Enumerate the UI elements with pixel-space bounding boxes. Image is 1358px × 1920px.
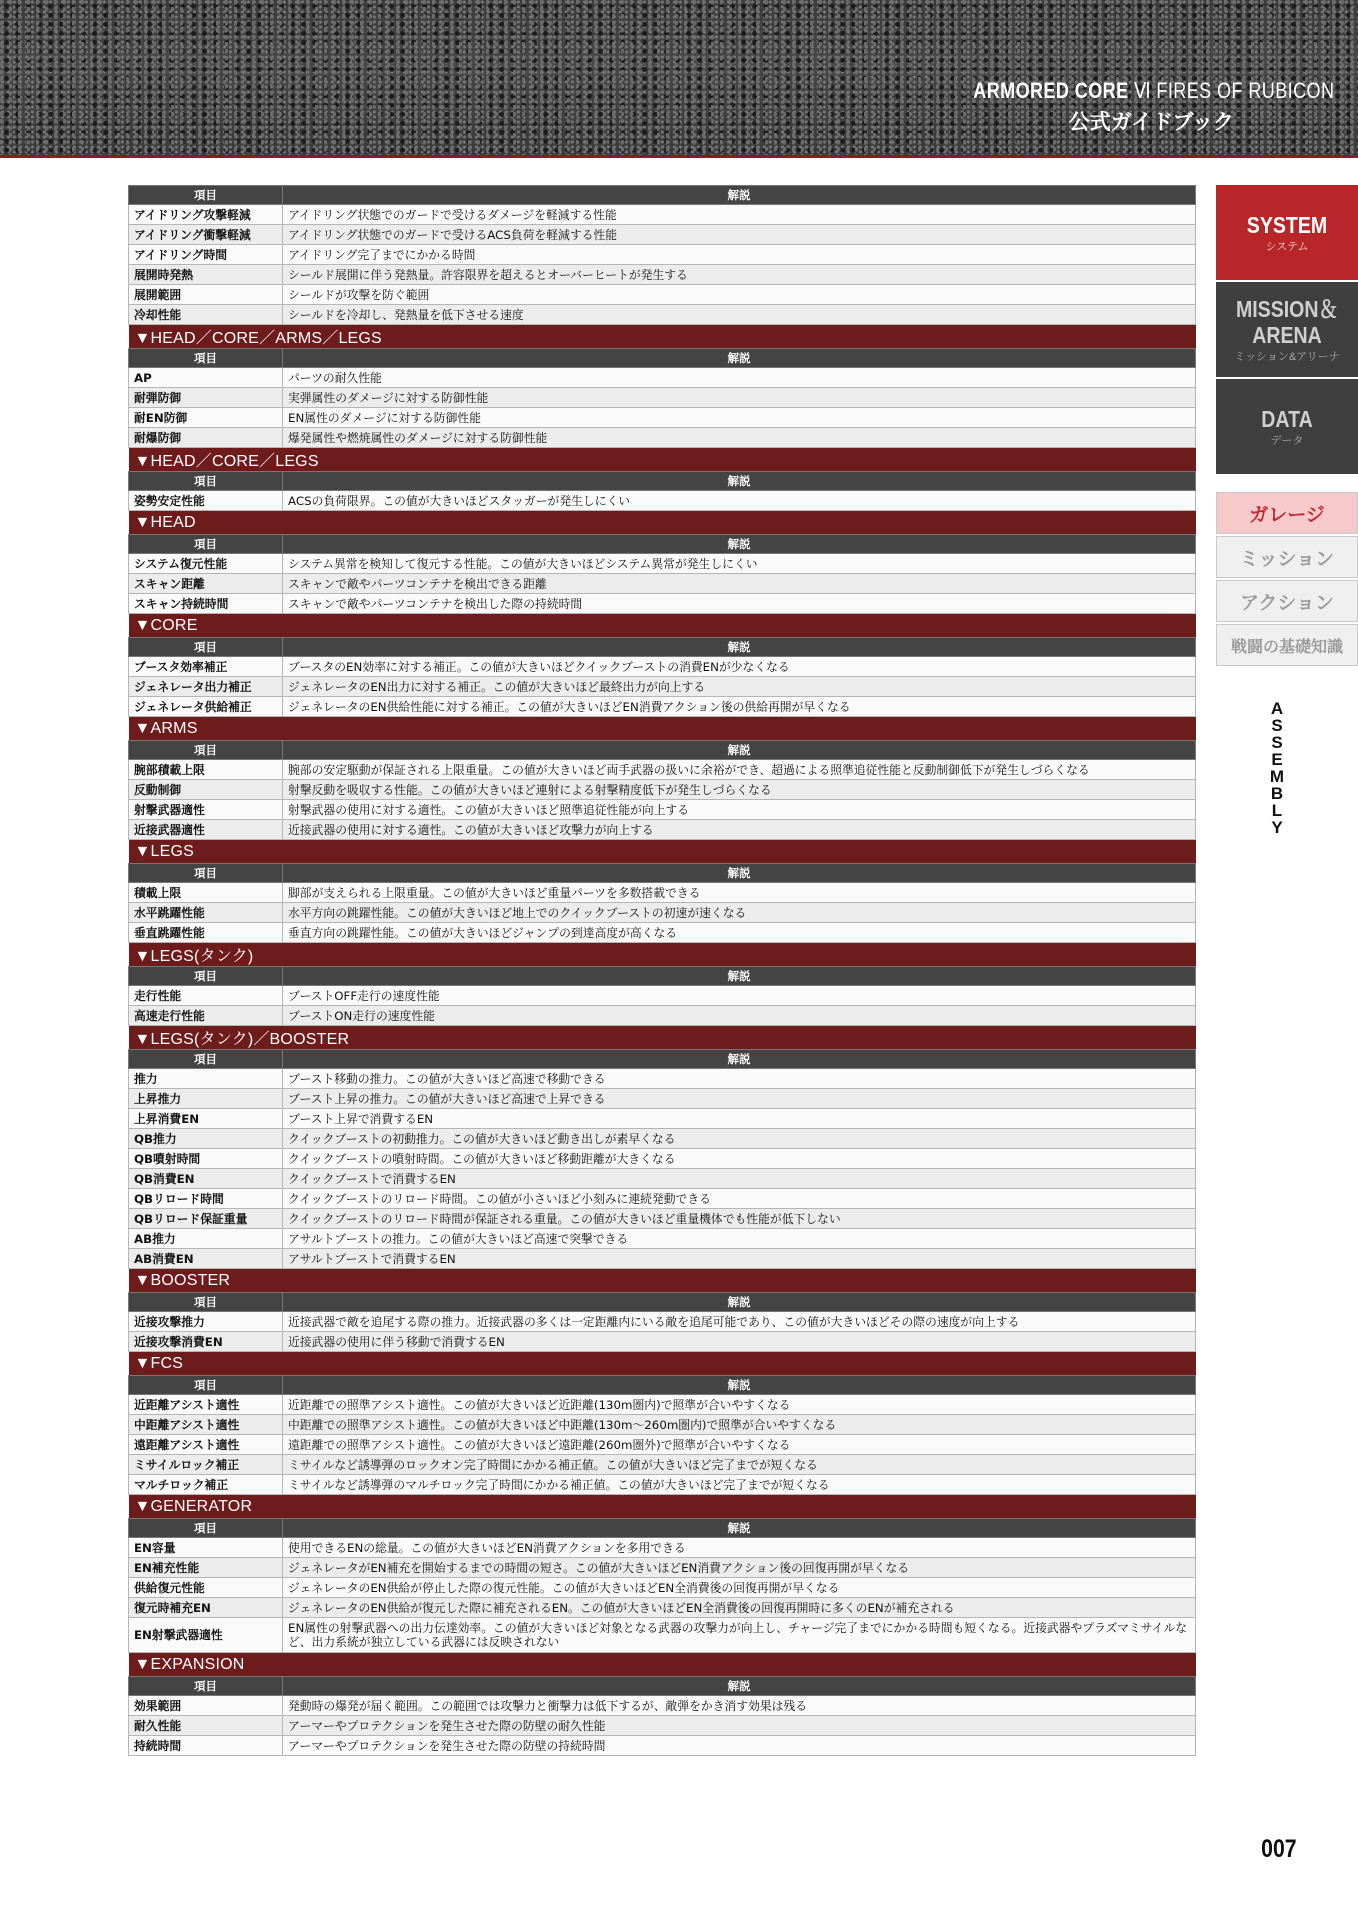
item-description: ジェネレータのEN供給が停止した際の復元性能。この値が大きいほどEN全消費後の回復再開が早くなる	[283, 1578, 1196, 1598]
column-header-item: 項目	[129, 1293, 283, 1312]
item-description: 腕部の安定駆動が保証される上限重量。この値が大きいほど両手武器の扱いに余裕ができ、超過による照準追従性能と反動制御低下が発生しづらくなる	[283, 760, 1196, 780]
item-name: 持続時間	[129, 1736, 283, 1756]
section-title: ▼ARMS	[129, 717, 1196, 741]
table-row	[129, 1618, 1196, 1653]
table-row	[129, 1312, 1196, 1332]
header-banner	[0, 0, 1358, 158]
item-name: ジェネレータ供給補正	[129, 697, 283, 717]
item-name: AB消費EN	[129, 1249, 283, 1269]
table-row	[129, 780, 1196, 800]
item-name: 近接攻撃消費EN	[129, 1332, 283, 1352]
column-header-description: 解説	[283, 1376, 1196, 1395]
column-header-row	[129, 1050, 1196, 1069]
vertical-letter: S	[1271, 733, 1283, 752]
column-header-item: 項目	[129, 1376, 283, 1395]
nav-data[interactable]	[1216, 379, 1358, 474]
parameter-table	[128, 185, 1196, 1756]
item-name: 近接攻撃推力	[129, 1312, 283, 1332]
column-header-item: 項目	[129, 638, 283, 657]
table-row	[129, 1332, 1196, 1352]
column-header-item: 項目	[129, 186, 283, 205]
column-header-row	[129, 186, 1196, 205]
item-name: 垂直跳躍性能	[129, 923, 283, 943]
item-description: ジェネレータがEN補充を開始するまでの時間の短さ。この値が大きいほどEN消費アクション後の回復再開が早くなる	[283, 1558, 1196, 1578]
table-row	[129, 594, 1196, 614]
column-header-item: 項目	[129, 1050, 283, 1069]
section-title: ▼EXPANSION	[129, 1653, 1196, 1677]
item-name: AP	[129, 368, 283, 388]
section-title: ▼LEGS	[129, 840, 1196, 864]
table-row	[129, 1169, 1196, 1189]
item-name: 近距離アシスト適性	[129, 1395, 283, 1415]
table-row	[129, 1558, 1196, 1578]
item-description: 射撃武器の使用に対する適性。この値が大きいほど照準追従性能が向上する	[283, 800, 1196, 820]
item-name: 復元時補充EN	[129, 1598, 283, 1618]
nav-data-sub: データ	[1270, 434, 1304, 447]
item-name: ブースタ効率補正	[129, 657, 283, 677]
section-header	[129, 614, 1196, 638]
item-description: パーツの耐久性能	[283, 368, 1196, 388]
item-description: クイックブーストのリロード時間。この値が小さいほど小刻みに連続発動できる	[283, 1189, 1196, 1209]
table-row	[129, 245, 1196, 265]
section-title: ▼HEAD／CORE／LEGS	[129, 448, 1196, 472]
section-header	[129, 448, 1196, 472]
item-name: 供給復元性能	[129, 1578, 283, 1598]
item-description: ブーストON走行の速度性能	[283, 1006, 1196, 1026]
vertical-letter: S	[1271, 716, 1283, 735]
nav-system-sub: システム	[1265, 240, 1309, 253]
item-name: 射撃武器適性	[129, 800, 283, 820]
column-header-description: 解説	[283, 349, 1196, 368]
item-name: 遠距離アシスト適性	[129, 1435, 283, 1455]
item-description: ブースト上昇の推力。この値が大きいほど高速で上昇できる	[283, 1089, 1196, 1109]
item-description: ミサイルなど誘導弾のロックオン完了時間にかかる補正値。この値が大きいほど完了までが短くなる	[283, 1455, 1196, 1475]
table-row	[129, 285, 1196, 305]
table-row	[129, 491, 1196, 511]
column-header-description: 解説	[283, 186, 1196, 205]
item-description: クイックブーストのリロード時間が保証される重量。この値が大きいほど重量機体でも性能が低下しない	[283, 1209, 1196, 1229]
item-description: アイドリング完了までにかかる時間	[283, 245, 1196, 265]
item-name: スキャン距離	[129, 574, 283, 594]
section-title: ▼FCS	[129, 1352, 1196, 1376]
column-header-description: 解説	[283, 741, 1196, 760]
item-description: スキャンで敵やパーツコンテナを検出できる距離	[283, 574, 1196, 594]
vertical-letter: Y	[1271, 818, 1283, 837]
table-row	[129, 554, 1196, 574]
section-title: ▼HEAD	[129, 511, 1196, 535]
section-header	[129, 717, 1196, 741]
item-name: アイドリング衝撃軽減	[129, 225, 283, 245]
item-name: 効果範囲	[129, 1696, 283, 1716]
section-title: ▼GENERATOR	[129, 1495, 1196, 1519]
section-header	[129, 511, 1196, 535]
table-row	[129, 800, 1196, 820]
item-description: クイックブーストの初動推力。この値が大きいほど動き出しが素早くなる	[283, 1129, 1196, 1149]
item-description: アイドリング状態でのガードで受けるダメージを軽減する性能	[283, 205, 1196, 225]
table-row	[129, 1578, 1196, 1598]
table-row	[129, 1209, 1196, 1229]
item-description: 近接武器の使用に対する適性。この値が大きいほど攻撃力が向上する	[283, 820, 1196, 840]
item-name: QBリロード時間	[129, 1189, 283, 1209]
item-description: システム異常を検知して復元する性能。この値が大きいほどシステム異常が発生しにくい	[283, 554, 1196, 574]
item-description: ジェネレータのEN出力に対する補正。この値が大きいほど最終出力が向上する	[283, 677, 1196, 697]
item-name: ジェネレータ出力補正	[129, 677, 283, 697]
item-description: ブースト移動の推力。この値が大きいほど高速で移動できる	[283, 1069, 1196, 1089]
item-description: 垂直方向の跳躍性能。この値が大きいほどジャンプの到達高度が高くなる	[283, 923, 1196, 943]
vertical-letter: A	[1270, 699, 1284, 718]
item-description: シールド展開に伴う発熱量。許容限界を超えるとオーバーヒートが発生する	[283, 265, 1196, 285]
table-row	[129, 1455, 1196, 1475]
item-name: 高速走行性能	[129, 1006, 283, 1026]
nav-mission-label: MISSION＆	[1235, 295, 1339, 322]
sub-navigation	[1216, 492, 1358, 666]
column-header-row	[129, 472, 1196, 491]
vertical-letter: M	[1269, 767, 1285, 786]
section-title: ▼LEGS(タンク)	[129, 943, 1196, 967]
item-description: 近接武器で敵を追尾する際の推力。近接武器の多くは一定距離内にいる敵を追尾可能であり、この値が大きいほどその際の速度が向上する	[283, 1312, 1196, 1332]
column-header-description: 解説	[283, 967, 1196, 986]
item-description: ジェネレータのEN供給が復元した際に補充されるEN。この値が大きいほどEN全消費後の回復再開時に多くのENが補充される	[283, 1598, 1196, 1618]
column-header-item: 項目	[129, 472, 283, 491]
nav-system[interactable]	[1216, 185, 1358, 280]
item-description: ACSの負荷限界。この値が大きいほどスタッガーが発生しにくい	[283, 491, 1196, 511]
column-header-row	[129, 1519, 1196, 1538]
item-name: 展開時発熱	[129, 265, 283, 285]
item-description: アサルトブーストで消費するEN	[283, 1249, 1196, 1269]
table-row	[129, 986, 1196, 1006]
table-row	[129, 1129, 1196, 1149]
item-description: 射撃反動を吸収する性能。この値が大きいほど連射による射撃精度低下が発生しづらくなる	[283, 780, 1196, 800]
item-name: 耐爆防御	[129, 428, 283, 448]
column-header-row	[129, 741, 1196, 760]
parameter-table-area	[128, 185, 1196, 1756]
item-name: 腕部積載上限	[129, 760, 283, 780]
item-name: QB噴射時間	[129, 1149, 283, 1169]
subnav-action[interactable]: アクション	[1216, 580, 1358, 622]
item-name: QB消費EN	[129, 1169, 283, 1189]
column-header-description: 解説	[283, 638, 1196, 657]
item-name: 中距離アシスト適性	[129, 1415, 283, 1435]
item-description: ブーストOFF走行の速度性能	[283, 986, 1196, 1006]
table-row	[129, 1696, 1196, 1716]
item-name: マルチロック補正	[129, 1475, 283, 1495]
item-description: 実弾属性のダメージに対する防御性能	[283, 388, 1196, 408]
item-name: AB推力	[129, 1229, 283, 1249]
item-description: 脚部が支えられる上限重量。この値が大きいほど重量パーツを多数搭載できる	[283, 883, 1196, 903]
item-description: アイドリング状態でのガードで受けるACS負荷を軽減する性能	[283, 225, 1196, 245]
column-header-description: 解説	[283, 864, 1196, 883]
column-header-item: 項目	[129, 1677, 283, 1696]
item-name: 耐EN防御	[129, 408, 283, 428]
item-description: 近距離での照準アシスト適性。この値が大きいほど近距離(130m圏内)で照準が合いやすくなる	[283, 1395, 1196, 1415]
item-description: 水平方向の跳躍性能。この値が大きいほど地上でのクイックブーストの初速が速くなる	[283, 903, 1196, 923]
column-header-item: 項目	[129, 1519, 283, 1538]
item-name: 上昇推力	[129, 1089, 283, 1109]
page-number: 007	[1261, 1835, 1297, 1863]
table-row	[129, 820, 1196, 840]
item-description: EN属性の射撃武器への出力伝達効率。この値が大きいほど対象となる武器の攻撃力が向上し、チャージ完了までにかかる時間も短くなる。近接武器やプラズマミサイルなど、出力系統が独立している武器には反映されない	[283, 1618, 1196, 1653]
table-row	[129, 1415, 1196, 1435]
column-header-row	[129, 349, 1196, 368]
section-title: ▼LEGS(タンク)／BOOSTER	[129, 1026, 1196, 1050]
column-header-description: 解説	[283, 1677, 1196, 1696]
side-navigation	[1216, 185, 1358, 668]
table-row	[129, 1089, 1196, 1109]
section-header	[129, 943, 1196, 967]
section-header	[129, 1026, 1196, 1050]
item-name: 反動制御	[129, 780, 283, 800]
table-row	[129, 1006, 1196, 1026]
column-header-row	[129, 535, 1196, 554]
item-description: ブースタのEN効率に対する補正。この値が大きいほどクイックブーストの消費ENが少なくなる	[283, 657, 1196, 677]
table-row	[129, 305, 1196, 325]
section-title: ▼HEAD／CORE／ARMS／LEGS	[129, 325, 1196, 349]
table-row	[129, 1229, 1196, 1249]
item-description: 発動時の爆発が届く範囲。この範囲では攻撃力と衝撃力は低下するが、敵弾をかき消す効果は残る	[283, 1696, 1196, 1716]
table-row	[129, 1598, 1196, 1618]
table-row	[129, 1716, 1196, 1736]
item-name: ミサイルロック補正	[129, 1455, 283, 1475]
item-description: 近接武器の使用に伴う移動で消費するEN	[283, 1332, 1196, 1352]
item-description: スキャンで敵やパーツコンテナを検出した際の持続時間	[283, 594, 1196, 614]
table-row	[129, 1395, 1196, 1415]
column-header-description: 解説	[283, 535, 1196, 554]
section-header	[129, 1653, 1196, 1677]
section-header	[129, 1269, 1196, 1293]
column-header-row	[129, 1677, 1196, 1696]
table-row	[129, 657, 1196, 677]
item-name: 上昇消費EN	[129, 1109, 283, 1129]
item-name: QB推力	[129, 1129, 283, 1149]
item-description: アーマーやプロテクションを発生させた際の防壁の持続時間	[283, 1736, 1196, 1756]
item-description: シールドを冷却し、発熱量を低下させる速度	[283, 305, 1196, 325]
item-name: アイドリング攻撃軽減	[129, 205, 283, 225]
table-row	[129, 1435, 1196, 1455]
column-header-row	[129, 1376, 1196, 1395]
column-header-row	[129, 638, 1196, 657]
item-description: ブースト上昇で消費するEN	[283, 1109, 1196, 1129]
section-title: ▼BOOSTER	[129, 1269, 1196, 1293]
brand-logo	[894, 78, 1334, 136]
item-name: 耐弾防御	[129, 388, 283, 408]
column-header-description: 解説	[283, 1519, 1196, 1538]
item-name: システム復元性能	[129, 554, 283, 574]
nav-data-label: DATA	[1261, 405, 1313, 432]
item-description: 中距離での照準アシスト適性。この値が大きいほど中距離(130m～260m圏内)で照準が合いやすくなる	[283, 1415, 1196, 1435]
column-header-item: 項目	[129, 349, 283, 368]
table-row	[129, 1538, 1196, 1558]
table-row	[129, 903, 1196, 923]
table-row	[129, 368, 1196, 388]
table-row	[129, 388, 1196, 408]
item-name: 耐久性能	[129, 1716, 283, 1736]
table-row	[129, 428, 1196, 448]
item-name: EN射撃武器適性	[129, 1618, 283, 1653]
table-row	[129, 1109, 1196, 1129]
table-row	[129, 1475, 1196, 1495]
vertical-section-label	[1265, 700, 1289, 836]
item-description: アサルトブーストの推力。この値が大きいほど高速で突撃できる	[283, 1229, 1196, 1249]
item-description: クイックブーストの噴射時間。この値が大きいほど移動距離が大きくなる	[283, 1149, 1196, 1169]
column-header-item: 項目	[129, 967, 283, 986]
column-header-description: 解説	[283, 1050, 1196, 1069]
column-header-item: 項目	[129, 741, 283, 760]
table-row	[129, 1149, 1196, 1169]
column-header-row	[129, 967, 1196, 986]
item-name: QBリロード保証重量	[129, 1209, 283, 1229]
item-description: 使用できるENの総量。この値が大きいほどEN消費アクションを多用できる	[283, 1538, 1196, 1558]
item-name: 近接武器適性	[129, 820, 283, 840]
table-row	[129, 923, 1196, 943]
subnav-combat-basics[interactable]: 戦闘の基礎知識	[1216, 624, 1358, 666]
item-name: 水平跳躍性能	[129, 903, 283, 923]
column-header-description: 解説	[283, 1293, 1196, 1312]
item-description: EN属性のダメージに対する防御性能	[283, 408, 1196, 428]
vertical-letter: B	[1270, 784, 1284, 803]
nav-arena-label: ARENA	[1252, 321, 1322, 348]
item-name: 走行性能	[129, 986, 283, 1006]
section-header	[129, 1495, 1196, 1519]
column-header-description: 解説	[283, 472, 1196, 491]
section-title: ▼CORE	[129, 614, 1196, 638]
item-description: ジェネレータのEN供給性能に対する補正。この値が大きいほどEN消費アクション後の供給再開が早くなる	[283, 697, 1196, 717]
table-row	[129, 883, 1196, 903]
item-name: EN容量	[129, 1538, 283, 1558]
item-description: 爆発属性や燃焼属性のダメージに対する防御性能	[283, 428, 1196, 448]
column-header-row	[129, 1293, 1196, 1312]
item-name: 展開範囲	[129, 285, 283, 305]
item-name: スキャン持続時間	[129, 594, 283, 614]
nav-mission-sub: ミッション&アリーナ	[1234, 350, 1340, 363]
table-row	[129, 205, 1196, 225]
table-row	[129, 574, 1196, 594]
table-row	[129, 408, 1196, 428]
item-name: 積載上限	[129, 883, 283, 903]
brand-title: ARMORED CORE Ⅵ FIRES OF RUBICON	[972, 78, 1334, 103]
table-row	[129, 1069, 1196, 1089]
table-row	[129, 225, 1196, 245]
item-name: アイドリング時間	[129, 245, 283, 265]
item-name: 推力	[129, 1069, 283, 1089]
item-name: EN補充性能	[129, 1558, 283, 1578]
item-name: 姿勢安定性能	[129, 491, 283, 511]
table-row	[129, 1736, 1196, 1756]
table-row	[129, 677, 1196, 697]
item-description: クイックブーストで消費するEN	[283, 1169, 1196, 1189]
table-row	[129, 760, 1196, 780]
vertical-letter: L	[1271, 801, 1283, 820]
item-description: シールドが攻撃を防ぐ範囲	[283, 285, 1196, 305]
table-row	[129, 697, 1196, 717]
section-header	[129, 1352, 1196, 1376]
section-header	[129, 840, 1196, 864]
subnav-garage[interactable]: ガレージ	[1216, 492, 1358, 534]
nav-system-label: SYSTEM	[1246, 211, 1328, 238]
item-description: ミサイルなど誘導弾のマルチロック完了時間にかかる補正値。この値が大きいほど完了までが短くなる	[283, 1475, 1196, 1495]
column-header-item: 項目	[129, 535, 283, 554]
table-row	[129, 1189, 1196, 1209]
nav-mission-arena[interactable]	[1216, 282, 1358, 377]
item-description: アーマーやプロテクションを発生させた際の防壁の耐久性能	[283, 1716, 1196, 1736]
column-header-row	[129, 864, 1196, 883]
item-description: 遠距離での照準アシスト適性。この値が大きいほど遠距離(260m圏外)で照準が合いやすくなる	[283, 1435, 1196, 1455]
section-header	[129, 325, 1196, 349]
brand-subtitle: 公式ガイドブック	[1068, 111, 1234, 134]
table-row	[129, 265, 1196, 285]
table-row	[129, 1249, 1196, 1269]
column-header-item: 項目	[129, 864, 283, 883]
subnav-mission[interactable]: ミッション	[1216, 536, 1358, 578]
item-name: 冷却性能	[129, 305, 283, 325]
vertical-letter: E	[1271, 750, 1283, 769]
